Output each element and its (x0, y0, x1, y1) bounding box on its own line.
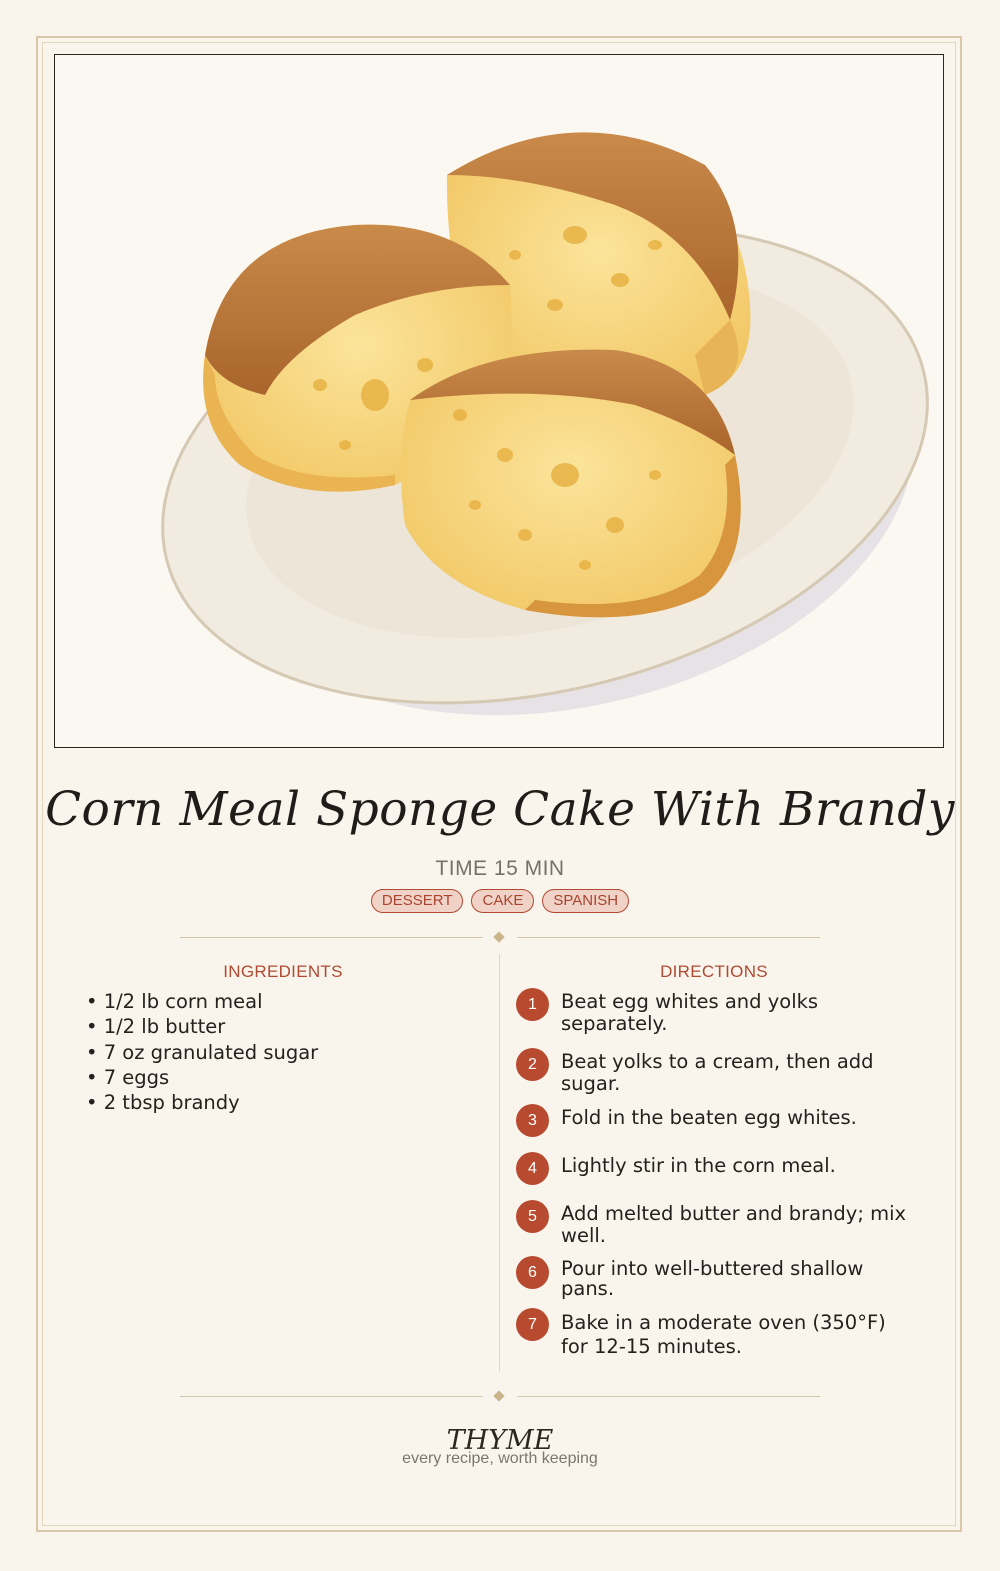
ingredients-heading: INGREDIENTS (223, 962, 343, 981)
list-item: • 7 eggs (86, 1065, 318, 1090)
step-number: 1 (516, 988, 549, 1021)
recipe-title: Corn Meal Sponge Cake With Brandy (45, 782, 955, 837)
step-text: Fold in the beaten egg whites. (561, 1106, 857, 1129)
step-number: 6 (516, 1256, 549, 1289)
tag-list (0, 889, 1000, 913)
ingredients-list (86, 989, 318, 1115)
brand-tagline: every recipe, worth keeping (402, 1450, 598, 1467)
step-text: Pour into well-buttered shallow pans. (561, 1257, 864, 1300)
tag-dessert[interactable]: DESSERT (371, 889, 464, 913)
step-number: 2 (516, 1048, 549, 1081)
brand-logo: THYME (446, 1425, 554, 1456)
step-text: Bake in a moderate oven (350°F) for 12-15 minutes. (561, 1311, 886, 1358)
step-number: 5 (516, 1200, 549, 1233)
cook-time: TIME 15 MIN (435, 857, 565, 880)
step-text: Lightly stir in the corn meal. (561, 1154, 836, 1177)
step-text: Beat yolks to a cream, then add sugar. (561, 1050, 874, 1095)
step-text: Add melted butter and brandy; mix well. (561, 1202, 907, 1247)
tag-cake[interactable]: CAKE (471, 889, 534, 913)
list-item: • 1/2 lb butter (86, 1014, 318, 1039)
recipe-photo (54, 54, 944, 748)
diamond-ornament-icon (493, 1390, 504, 1401)
top-divider (180, 932, 820, 944)
bottom-divider (180, 1391, 820, 1403)
list-item: • 7 oz granulated sugar (86, 1040, 318, 1065)
diamond-ornament-icon (493, 931, 504, 942)
step-number: 3 (516, 1104, 549, 1137)
list-item: • 2 tbsp brandy (86, 1090, 318, 1115)
directions-heading: DIRECTIONS (660, 962, 768, 981)
column-divider (499, 954, 500, 1372)
tag-spanish[interactable]: SPANISH (542, 889, 629, 913)
step-text: Beat egg whites and yolks separately. (561, 990, 819, 1035)
list-item: • 1/2 lb corn meal (86, 989, 318, 1014)
step-number: 7 (516, 1308, 549, 1341)
step-number: 4 (516, 1152, 549, 1185)
